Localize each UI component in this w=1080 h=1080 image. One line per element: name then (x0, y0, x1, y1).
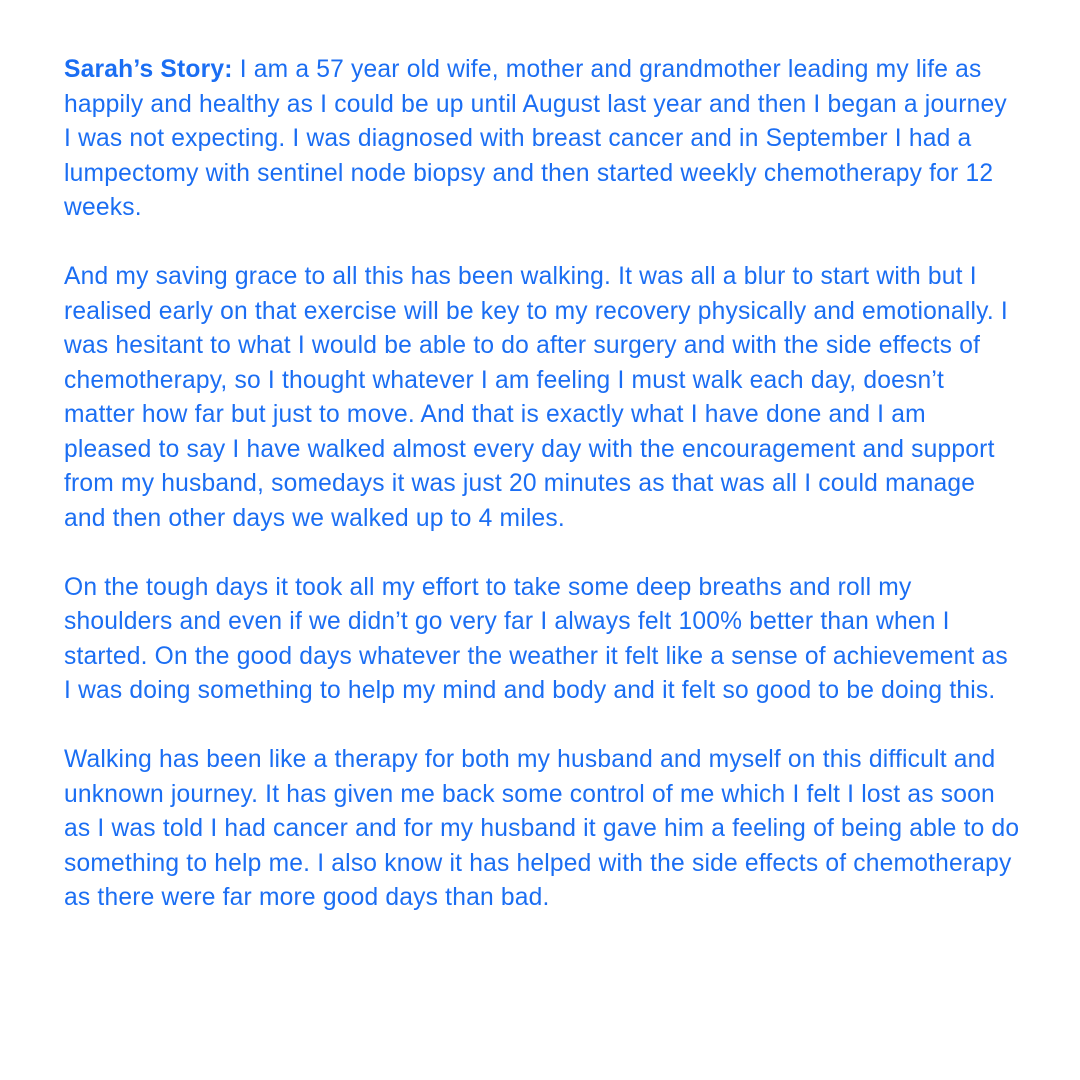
story-paragraph-3: On the tough days it took all my effort to take some deep breaths and roll my shoulders and even if we didn’t go very far I always felt 100% better than when I started. On the good days whatever the weather it felt like a sense of achievement as I was doing something to help my mind and body and it felt so good to be doing this. (64, 573, 1008, 704)
story-paragraph-1 (64, 53, 1020, 226)
story-paragraph-1-text: I am a 57 year old wife, mother and grandmother leading my life as happily and healthy as I could be up until August last year and then I began a journey I was not expecting. I was diagnosed with breast cancer and in September I had a lumpectomy with sentinel node biopsy and then started weekly chemotherapy for 12 weeks. (64, 56, 1007, 221)
story-heading: Sarah’s Story: (64, 56, 233, 83)
story-paragraph-4: Walking has been like a therapy for both my husband and myself on this difficult and unknown journey. It has given me back some control of me which I felt I lost as soon as I was told I had cancer and for my husband it gave him a feeling of being able to do something to help me. I also know it has helped with the side effects of chemotherapy as there were far more good days than bad. (64, 746, 1020, 911)
story-paragraph-2: And my saving grace to all this has been walking. It was all a blur to start with but I realised early on that exercise will be key to my recovery physically and emotionally. I was hesitant to what I would be able to do after surgery and with the side effects of chemotherapy, so I thought whatever I am feeling I must walk each day, doesn’t matter how far but just to move. And that is exactly what I have done and I am pleased to say I have walked almost every day with the encouragement and support from my husband, somedays it was just 20 minutes as that was all I could manage and then other days we walked up to 4 miles. (64, 263, 1008, 532)
